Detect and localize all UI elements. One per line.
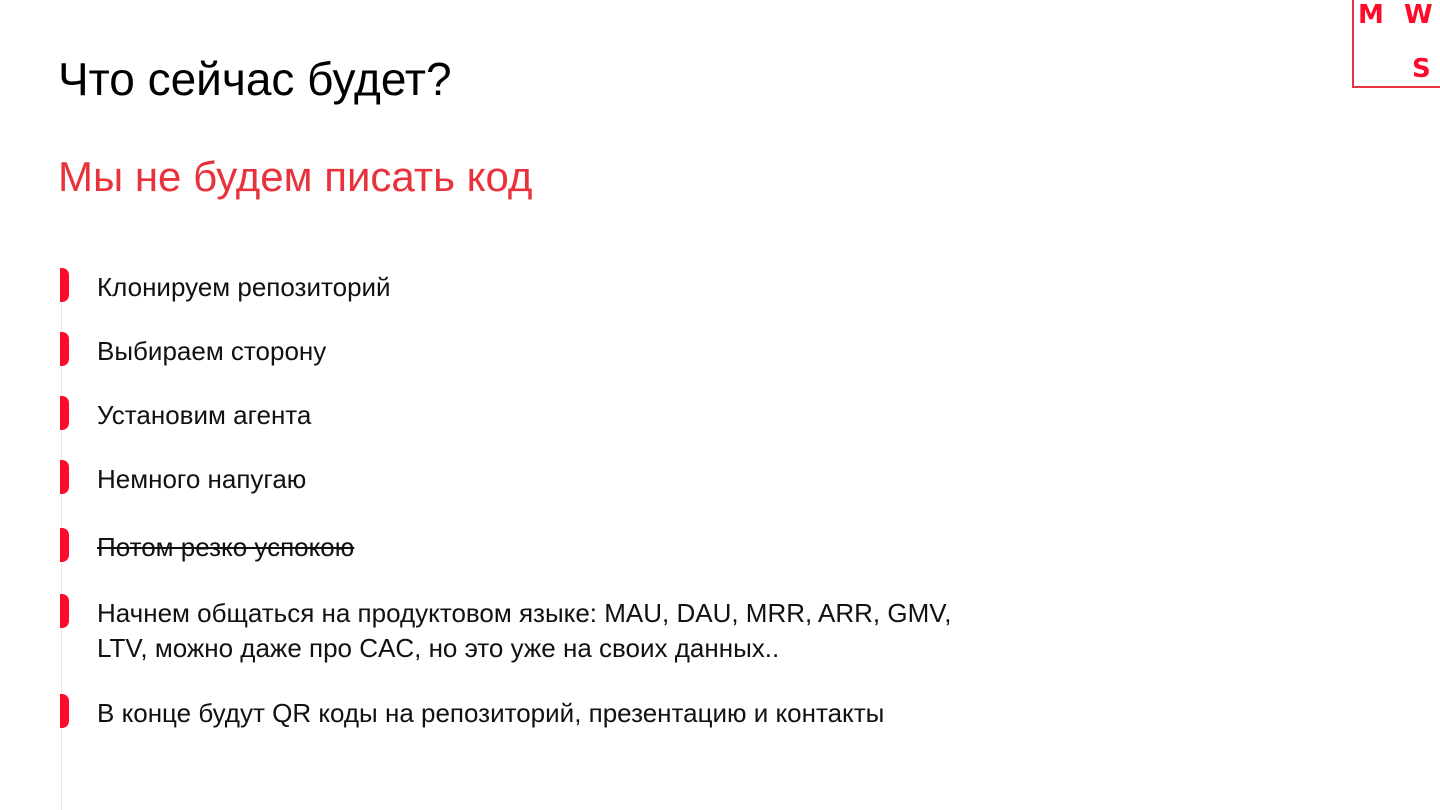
bullet-marker [60, 268, 69, 302]
bullet-marker [60, 396, 69, 430]
bullet-text: Начнем общаться на продуктовом языке: MAU, DAU, MRR, ARR, GMV, LTV, можно даже про CAC, но это уже на своих данных.. [97, 598, 952, 663]
slide-title: Что сейчас будет? [58, 53, 452, 105]
mws-logo [1352, 0, 1440, 88]
slide-subtitle: Мы не будем писать код [58, 153, 533, 200]
bullet-marker [60, 528, 69, 562]
bullet-text: Выбираем сторону [97, 336, 327, 366]
logo-letter-w: W [1404, 0, 1433, 30]
bullet-marker [60, 460, 69, 494]
logo-letter-m: M [1358, 0, 1384, 30]
bullet-text: В конце будут QR коды на репозиторий, презентацию и контакты [97, 698, 885, 728]
logo-letter-s: S [1412, 54, 1431, 84]
bullet-text: Немного напугаю [97, 464, 307, 494]
bullet-text: Клонируем репозиторий [97, 272, 391, 302]
bullet-marker [60, 594, 69, 628]
bullet-marker [60, 694, 69, 728]
bullet-text: Установим агента [97, 400, 312, 430]
bullet-marker [60, 332, 69, 366]
bullet-text-struck: Потом резко успокою [97, 532, 355, 562]
